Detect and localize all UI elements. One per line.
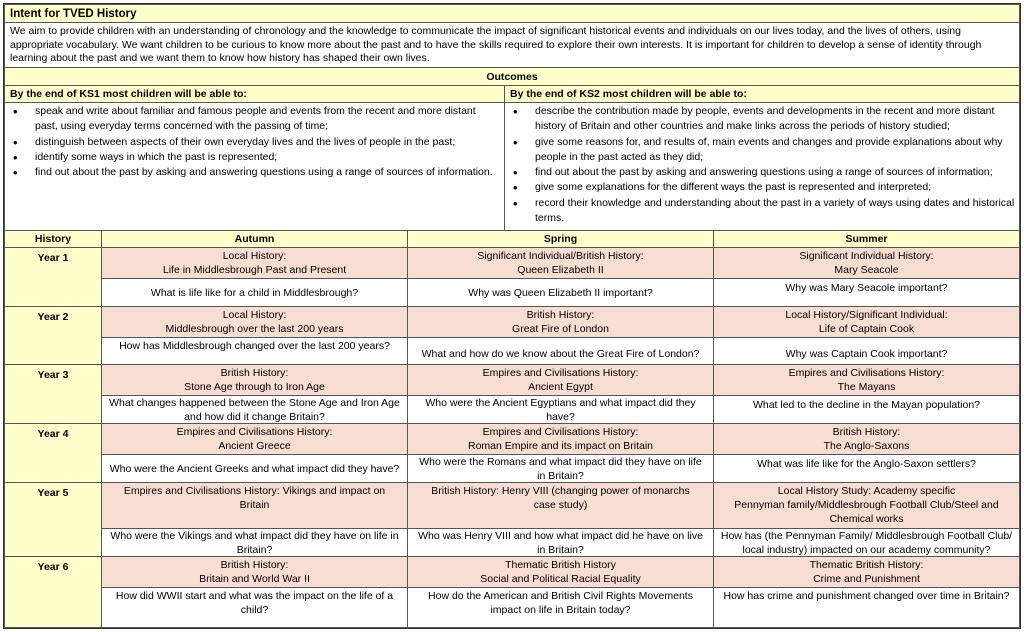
ks2-outcome-item: • give some explanations for the different ways the past is represented and interpreted; [513,180,1015,195]
topic-category: British History: [832,426,901,438]
question-cell: What was life like for the Anglo-Saxon settlers? [713,454,1020,483]
topic-cell [101,556,408,588]
year-label: Year 5 [4,482,102,557]
topic-category: Local History/Significant Individual: [785,309,948,321]
topic-category: Thematic British History [505,559,616,571]
col-header-history: History [4,230,102,248]
topic-title: Crime and Punishment [813,573,920,585]
question-cell: How has (the Pennyman Family/ Middlesbrough Football Club/ local industry) impacted on our academy community? [713,528,1020,557]
topic-title: Stone Age through to Iron Age [184,381,325,393]
topic-title: Middlesbrough over the last 200 years [165,323,344,335]
question-cell: Who were the Ancient Egyptians and what impact did they have? [407,395,714,424]
question-cell: How has crime and punishment changed over time in Britain? [713,587,1020,628]
year-label: Year 3 [4,364,102,424]
topic-category: Empires and Civilisations History: [482,367,639,379]
topic-title: Social and Political Racial Equality [480,573,641,585]
question-cell: Who were the Ancient Greeks and what impact did they have? [101,454,408,483]
topic-title: The Anglo-Saxons [823,440,910,452]
topic-cell [713,423,1020,455]
topic-title: Life of Captain Cook [818,323,915,335]
question-cell: How did WWII start and what was the impact on the life of a child? [101,587,408,628]
topic-cell [101,306,408,338]
topic-title: The Mayans [837,381,896,393]
topic-cell [713,482,1020,529]
topic-cell [407,306,714,338]
ks2-outcome-item: • record their knowledge and understanding about the past in a variety of ways using dates and historical terms. [513,196,1015,227]
topic-category: Local History Study: Academy specific [777,485,956,497]
topic-cell [407,364,714,396]
topic-title: Ancient Greece [218,440,291,452]
topic-cell [101,482,408,529]
topic-category: Empires and Civilisations History: Vikings and impact on Britain [123,485,386,511]
topic-title: Britain and World War II [199,573,310,585]
topic-cell [407,482,714,529]
topic-cell [407,556,714,588]
topic-cell [407,423,714,455]
question-cell: What and how do we know about the Great Fire of London? [407,337,714,365]
question-cell: Who were the Vikings and what impact did they have on life in Britain? [101,528,408,557]
topic-category: British History: [220,559,289,571]
topic-title: Life in Middlesbrough Past and Present [162,264,347,276]
question-cell: Who were the Romans and what impact did they have on life in Britain? [407,454,714,483]
topic-cell [713,364,1020,396]
ks2-outcome-item: • describe the contribution made by people, events and developments in the recent and more distant history of Britain and other countries and make links across the periods of history studied; [513,104,1015,135]
topic-category: Local History: [222,309,287,321]
year-label: Year 4 [4,423,102,483]
ks2-outcome-item: • give some reasons for, and results of, main events and changes and provide explanations about why people in the past acted as they did; [513,135,1015,166]
year-label: Year 1 [4,247,102,307]
ks1-outcome-item: • find out about the past by asking and answering questions using a range of sources of information. [13,165,500,180]
col-header-summer: Summer [713,230,1020,248]
intent-title: Intent for TVED History [4,4,1020,23]
question-cell: How has Middlesbrough changed over the last 200 years? [101,337,408,365]
year-label: Year 2 [4,306,102,365]
topic-category: British History: [526,309,595,321]
topic-category: Local History: [222,250,287,262]
question-cell: What changes happened between the Stone Age and Iron Age and how did it change Britain? [101,395,408,424]
col-header-autumn: Autumn [101,230,408,248]
topic-category: Thematic British History: [809,559,924,571]
topic-title: Pennyman family/Middlesbrough Football Club/Steel and Chemical works [734,499,999,525]
topic-cell [101,423,408,455]
question-cell: Why was Queen Elizabeth II important? [407,278,714,307]
question-cell: Who was Henry VIII and how what impact did he have on live in Britain? [407,528,714,557]
topic-cell [101,364,408,396]
topic-cell [713,556,1020,588]
col-header-spring: Spring [407,230,714,248]
topic-title: Queen Elizabeth II [517,264,604,276]
question-cell: Why was Captain Cook important? [713,337,1020,365]
question-cell: How do the American and British Civil Rights Movements impact on life in Britain today? [407,587,714,628]
topic-category: Empires and Civilisations History: [176,426,333,438]
topic-category: Significant Individual History: [799,250,934,262]
ks2-outcomes [504,102,1020,231]
history-curriculum-document [3,3,1021,629]
topic-category: Empires and Civilisations History: [788,367,945,379]
topic-title: Great Fire of London [512,323,609,335]
topic-cell [407,247,714,279]
intent-text: We aim to provide children with an understanding of chronology and the knowledge to communicate the impact of significant historical events and individuals on our lives today, and the lives of others, using appropriate vocabulary. We want children to be curious to know more about the past and to have the skills required to explore their own interests. It is important for children to develop a sense of identity through learning about the past and we want them to know how history has shaped their own lives. [4,22,1020,68]
topic-cell [101,247,408,279]
outcomes-heading: Outcomes [4,67,1020,86]
ks1-outcome-item: • distinguish between aspects of their own everyday lives and the lives of people in the past; [13,135,500,150]
topic-title: Roman Empire and its impact on Britain [468,440,653,452]
topic-category: Significant Individual/British History: [477,250,644,262]
ks2-heading: By the end of KS2 most children will be able to: [504,85,1020,103]
topic-title: Mary Seacole [834,264,899,276]
ks1-outcome-item: • identify some ways in which the past is represented; [13,150,500,165]
ks2-outcome-item: • find out about the past by asking and answering questions using a range of sources of information; [513,165,1015,180]
ks1-outcome-item: • speak and write about familiar and famous people and events from the recent and more distant past, using everyday terms concerned with the passing of time; [13,104,500,135]
ks1-heading: By the end of KS1 most children will be able to: [4,85,505,103]
topic-cell [713,306,1020,338]
question-cell: What led to the decline in the Mayan population? [713,395,1020,424]
topic-category: British History: Henry VIII (changing power of monarchs case study) [431,485,690,511]
topic-category: Empires and Civilisations History: [482,426,639,438]
topic-cell [713,247,1020,279]
question-cell: What is life like for a child in Middlesbrough? [101,278,408,307]
topic-category: British History: [220,367,289,379]
year-label: Year 6 [4,556,102,628]
ks1-outcomes [4,102,505,231]
question-cell: Why was Mary Seacole important? [713,278,1020,307]
topic-title: Ancient Egypt [528,381,593,393]
